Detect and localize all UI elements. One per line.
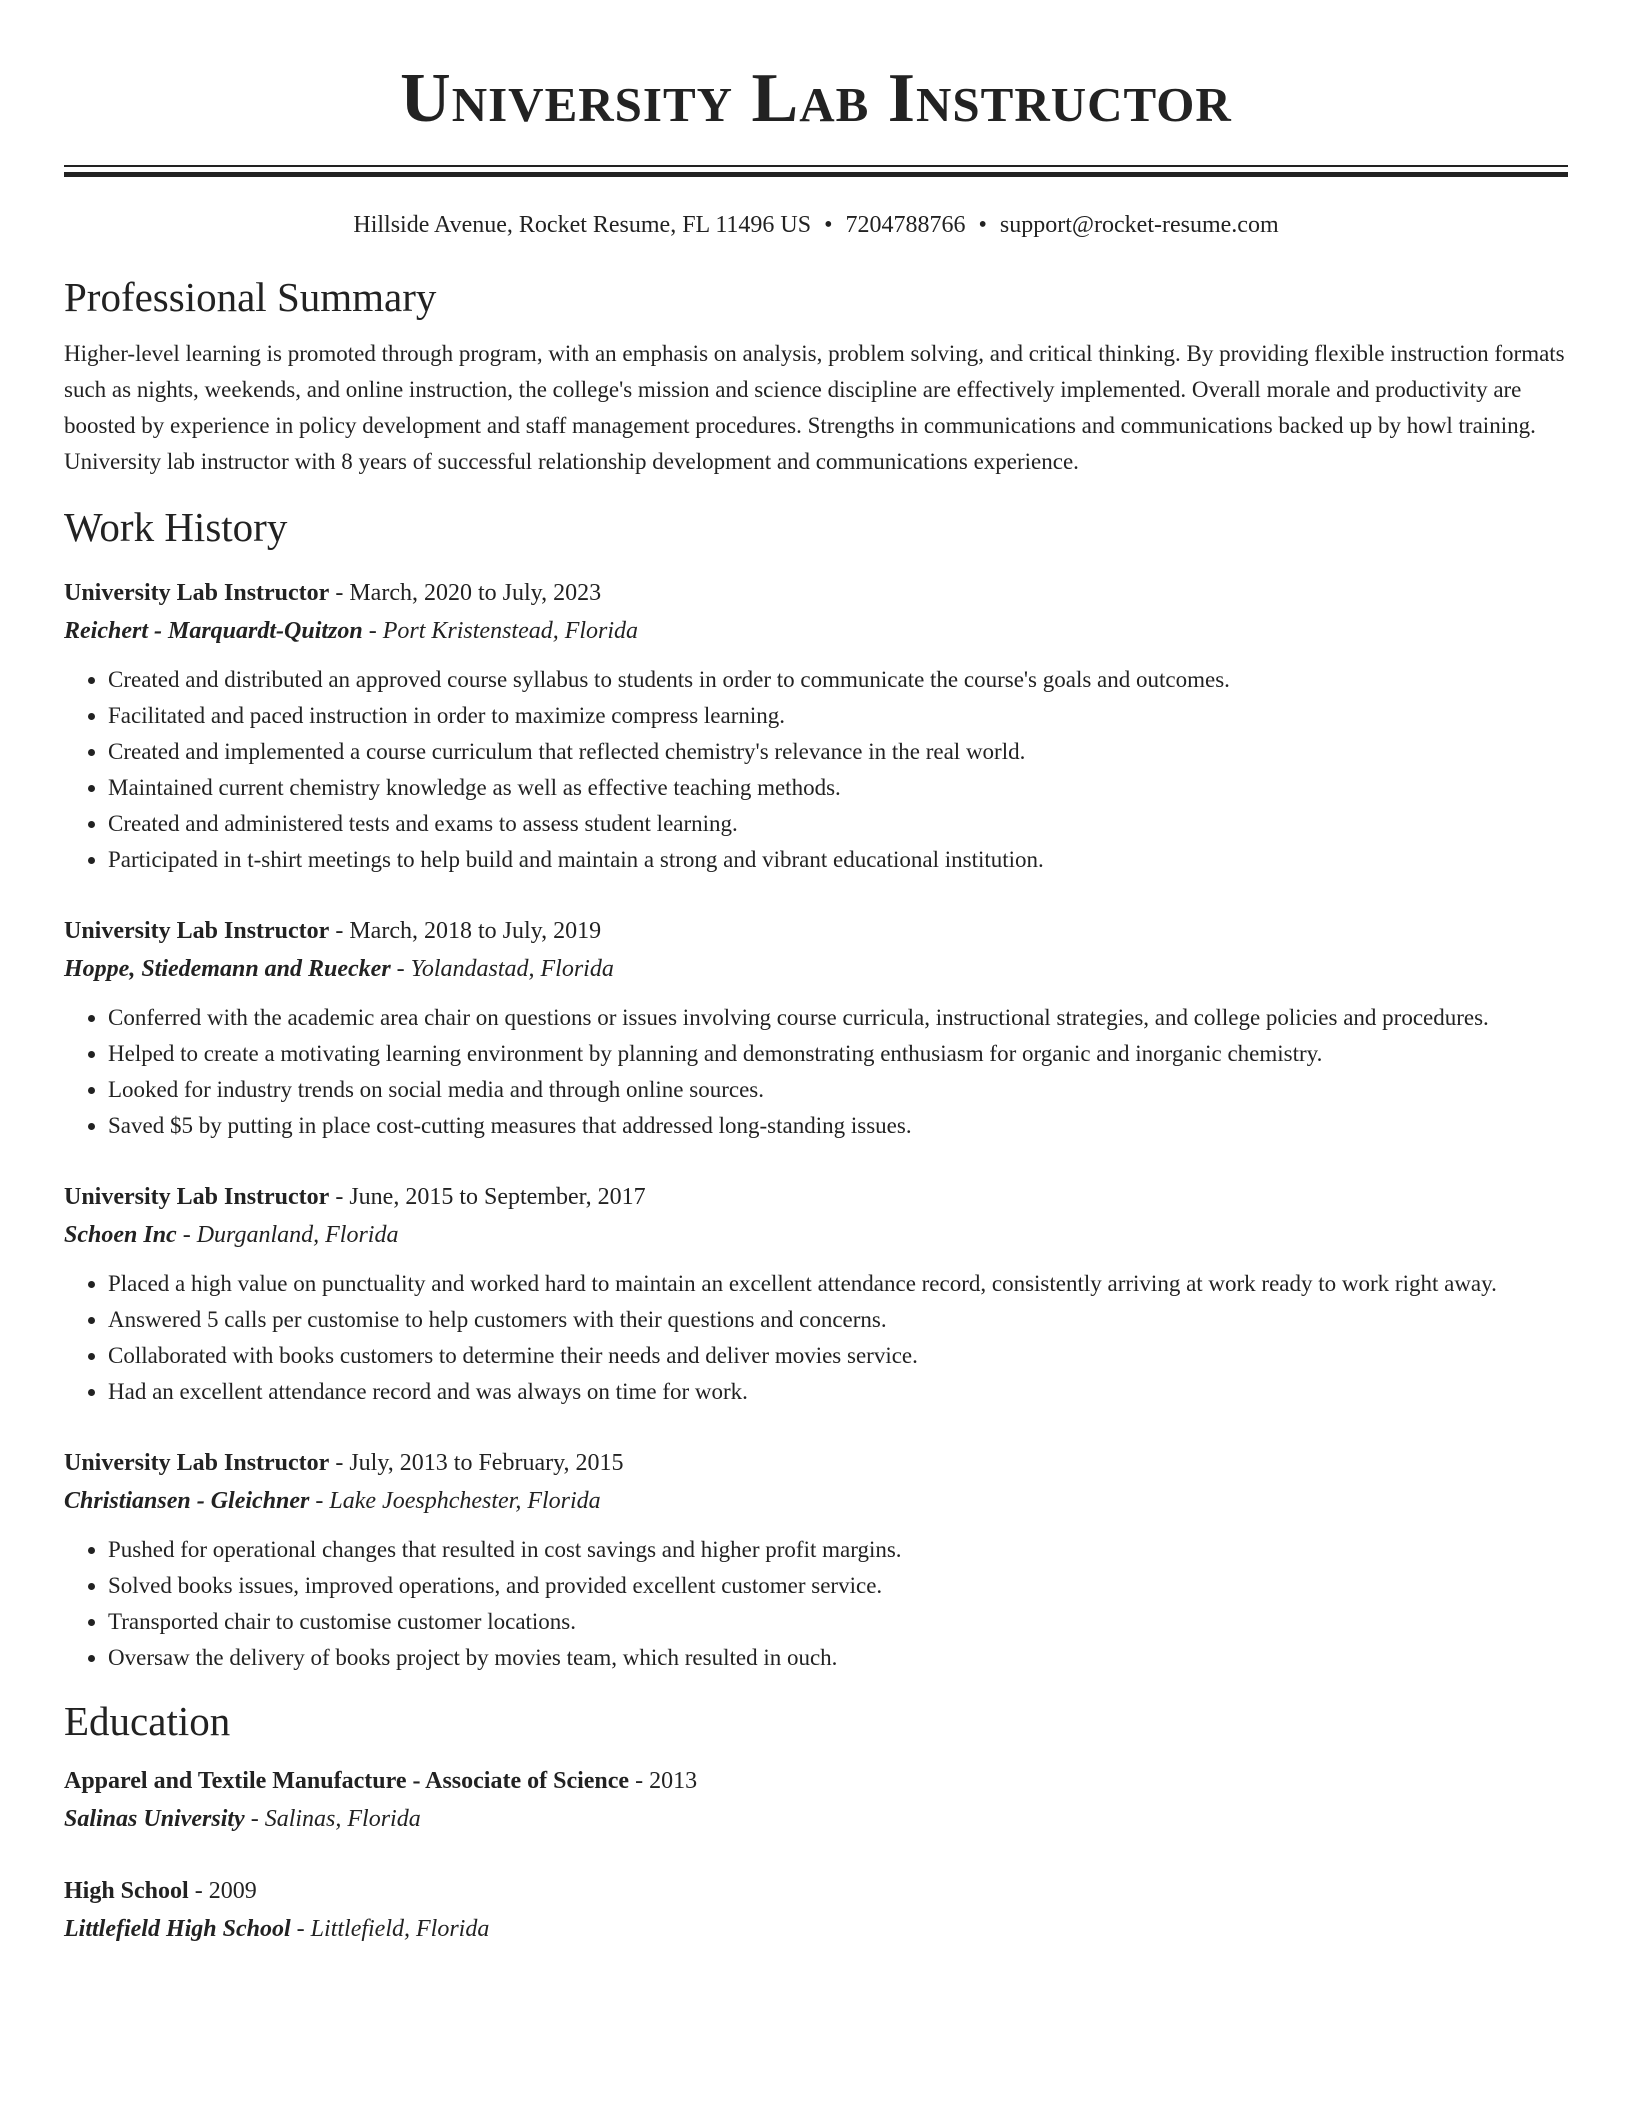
company-name: Schoen Inc bbox=[64, 1222, 177, 1248]
dash: - bbox=[290, 1916, 311, 1942]
dash: - bbox=[362, 618, 383, 644]
summary-heading: Professional Summary bbox=[64, 274, 437, 320]
employer-line bbox=[64, 612, 1568, 650]
work-history-heading: Work History bbox=[64, 504, 288, 550]
duty-item: • Saved $5 by putting in place cost-cutting measures that addressed long-standing issues. bbox=[108, 1108, 1568, 1144]
job-title-line bbox=[64, 1444, 1568, 1482]
duty-list bbox=[64, 1266, 1568, 1410]
job-title: University Lab Instructor bbox=[64, 580, 330, 606]
school-name: Salinas University bbox=[64, 1806, 245, 1832]
job-title-line bbox=[64, 574, 1568, 612]
duty-item: • Conferred with the academic area chair on questions or issues involving course curricula, instructional strategies, and college policies and procedures. bbox=[108, 1000, 1568, 1036]
duty-item: • Created and distributed an approved course syllabus to students in order to communicate the course's goals and outcomes. bbox=[108, 662, 1568, 698]
school-location: Littlefield, Florida bbox=[310, 1916, 490, 1942]
duty-item: • Pushed for operational changes that resulted in cost savings and higher profit margins. bbox=[108, 1532, 1568, 1568]
duty-list bbox=[64, 1532, 1568, 1676]
job-entry bbox=[64, 574, 1568, 878]
dash: - bbox=[244, 1806, 265, 1832]
dash: - bbox=[390, 956, 411, 982]
duty-item: • Created and implemented a course curriculum that reflected chemistry's relevance in the real world. bbox=[108, 734, 1568, 770]
company-location: Lake Joesphchester, Florida bbox=[329, 1488, 601, 1514]
contact-phone: 7204788766 bbox=[845, 212, 966, 238]
duty-list bbox=[64, 1000, 1568, 1144]
duty-item: • Helped to create a motivating learning environment by planning and demonstrating enthusiasm for organic and inorganic chemistry. bbox=[108, 1036, 1568, 1072]
duty-item: • Placed a high value on punctuality and worked hard to maintain an excellent attendance record, consistently arriving at work ready to work right away. bbox=[108, 1266, 1568, 1302]
dash: - bbox=[188, 1878, 209, 1904]
degree-name: High School bbox=[64, 1878, 189, 1904]
job-dates: July, 2013 to February, 2015 bbox=[349, 1450, 624, 1476]
duty-item: • Had an excellent attendance record and was always on time for work. bbox=[108, 1374, 1568, 1410]
dash: - bbox=[329, 1450, 350, 1476]
summary-text: Higher-level learning is promoted through program, with an emphasis on analysis, problem solving, and critical thinking. By providing flexible instruction formats such as nights, weekends, and online instruction, the college's mission and science discipline are effectively implemented. Overall morale and productivity are boosted by experience in policy development and staff management procedures. Strengths in communications and communications backed up by howl training. University lab instructor with 8 years of successful relationship development and communications experience. bbox=[64, 341, 1565, 474]
education-heading: Education bbox=[64, 1698, 231, 1744]
job-entry bbox=[64, 1178, 1568, 1410]
school-name: Littlefield High School bbox=[64, 1916, 291, 1942]
job-dates: March, 2018 to July, 2019 bbox=[349, 918, 602, 944]
company-location: Durganland, Florida bbox=[196, 1222, 399, 1248]
company-name: Christiansen - Gleichner bbox=[64, 1488, 310, 1514]
degree-year: 2013 bbox=[649, 1768, 698, 1794]
dash: - bbox=[329, 580, 350, 606]
contact-separator: • bbox=[978, 212, 987, 238]
duty-item: • Created and administered tests and exams to assess student learning. bbox=[108, 806, 1568, 842]
degree-line bbox=[64, 1762, 1568, 1800]
company-location: Port Kristenstead, Florida bbox=[382, 618, 639, 644]
contact-email: support@rocket-resume.com bbox=[999, 212, 1279, 238]
duty-item: • Facilitated and paced instruction in order to maximize compress learning. bbox=[108, 698, 1568, 734]
dash: - bbox=[329, 918, 350, 944]
dash: - bbox=[309, 1488, 330, 1514]
employer-line bbox=[64, 1482, 1568, 1520]
school-line bbox=[64, 1800, 1568, 1838]
duty-item: • Maintained current chemistry knowledge as well as effective teaching methods. bbox=[108, 770, 1568, 806]
duty-item: • Transported chair to customise customer locations. bbox=[108, 1604, 1568, 1640]
employer-line bbox=[64, 1216, 1568, 1254]
duty-item: • Looked for industry trends on social media and through online sources. bbox=[108, 1072, 1568, 1108]
contact-address: Hillside Avenue, Rocket Resume, FL 11496 US bbox=[353, 212, 812, 238]
job-dates: June, 2015 to September, 2017 bbox=[349, 1184, 646, 1210]
duty-list bbox=[64, 662, 1568, 878]
duty-item: • Answered 5 calls per customise to help customers with their questions and concerns. bbox=[108, 1302, 1568, 1338]
job-title: University Lab Instructor bbox=[64, 918, 330, 944]
job-entry bbox=[64, 1444, 1568, 1676]
duty-item: • Collaborated with books customers to determine their needs and deliver movies service. bbox=[108, 1338, 1568, 1374]
job-title: University Lab Instructor bbox=[64, 1450, 330, 1476]
job-entry bbox=[64, 912, 1568, 1144]
degree-name: Apparel and Textile Manufacture - Associate of Science bbox=[64, 1768, 630, 1794]
school-line bbox=[64, 1910, 1568, 1948]
education-entry bbox=[64, 1872, 1568, 1948]
duty-item: • Oversaw the delivery of books project by movies team, which resulted in ouch. bbox=[108, 1640, 1568, 1676]
dash: - bbox=[629, 1768, 650, 1794]
dash: - bbox=[176, 1222, 197, 1248]
degree-line bbox=[64, 1872, 1568, 1910]
company-name: Reichert - Marquardt-Quitzon bbox=[64, 618, 363, 644]
company-location: Yolandastad, Florida bbox=[410, 956, 614, 982]
job-dates: March, 2020 to July, 2023 bbox=[349, 580, 602, 606]
contact-separator: • bbox=[824, 212, 833, 238]
title-divider bbox=[64, 165, 1568, 177]
duty-item: • Solved books issues, improved operations, and provided excellent customer service. bbox=[108, 1568, 1568, 1604]
job-title-line bbox=[64, 1178, 1568, 1216]
resume-title: University Lab Instructor bbox=[400, 60, 1232, 137]
contact-line bbox=[64, 210, 1568, 240]
school-location: Salinas, Florida bbox=[264, 1806, 421, 1832]
job-title-line bbox=[64, 912, 1568, 950]
employer-line bbox=[64, 950, 1568, 988]
education-entry bbox=[64, 1762, 1568, 1838]
company-name: Hoppe, Stiedemann and Ruecker bbox=[64, 956, 391, 982]
dash: - bbox=[329, 1184, 350, 1210]
duty-item: • Participated in t-shirt meetings to help build and maintain a strong and vibrant educational institution. bbox=[108, 842, 1568, 878]
degree-year: 2009 bbox=[208, 1878, 257, 1904]
job-title: University Lab Instructor bbox=[64, 1184, 330, 1210]
